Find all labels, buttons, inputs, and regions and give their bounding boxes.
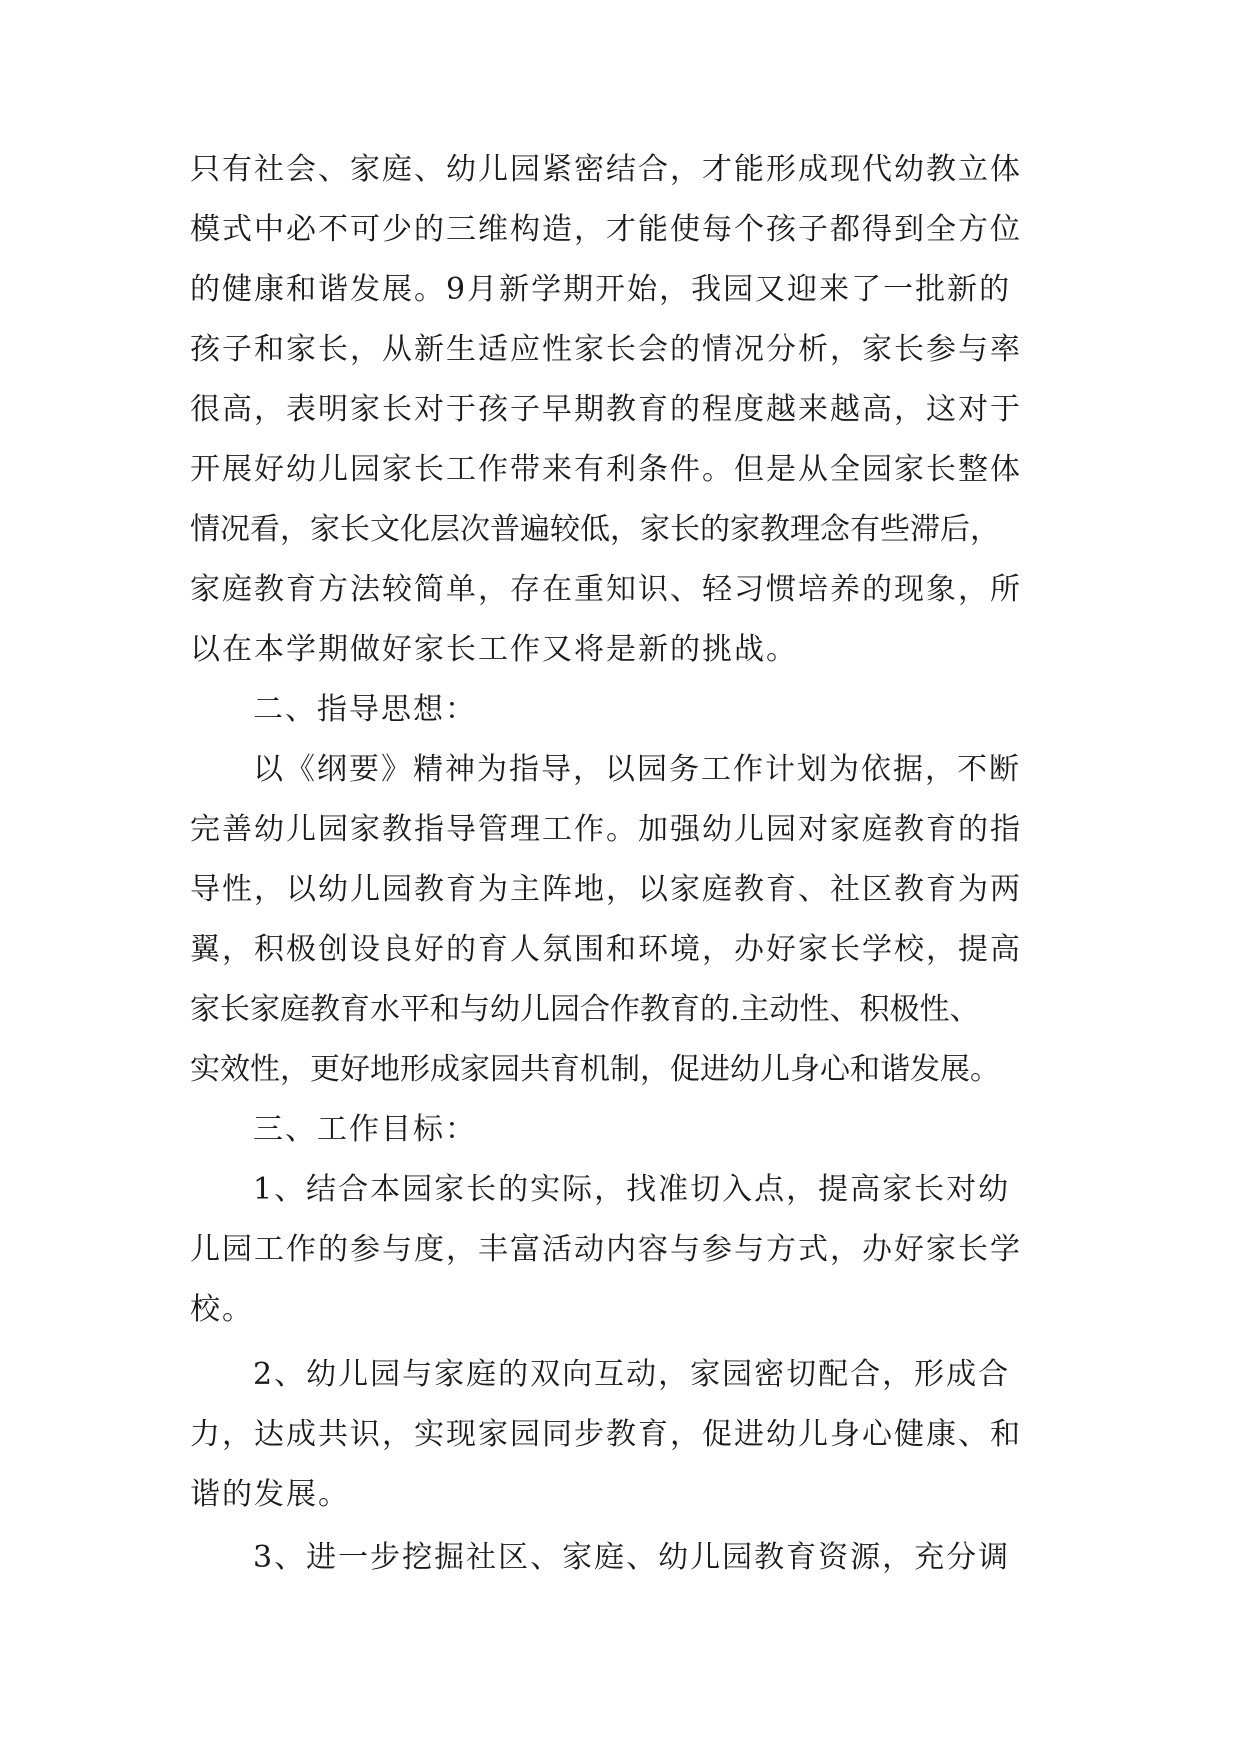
- paragraph-line: 校。: [190, 1292, 254, 1327]
- paragraph-line: 儿园工作的参与度，丰富活动内容与参与方式，办好家长学: [190, 1232, 1022, 1267]
- paragraph-line: 实效性，更好地形成家园共育机制，促进幼儿身心和谐发展。: [190, 1052, 1000, 1087]
- paragraph-line: 谐的发展。: [190, 1477, 350, 1512]
- paragraph-line: 以《纲要》精神为指导，以园务工作计划为依据，不断: [253, 752, 1021, 787]
- paragraph-line: 情况看，家长文化层次普遍较低，家长的家教理念有些滞后，: [190, 512, 1000, 547]
- paragraph-line: 的健康和谐发展。9月新学期开始，我园又迎来了一批新的: [190, 272, 1012, 307]
- section-heading: 二、指导思想：: [253, 692, 477, 727]
- section-heading: 三、工作目标：: [253, 1112, 477, 1147]
- paragraph-line: 开展好幼儿园家长工作带来有利条件。但是从全园家长整体: [190, 452, 1022, 487]
- paragraph-line: 家长家庭教育水平和与幼儿园合作教育的.主动性、积极性、: [190, 992, 980, 1027]
- paragraph-line: 只有社会、家庭、幼儿园紧密结合，才能形成现代幼教立体: [190, 152, 1022, 187]
- paragraph-line: 3、进一步挖掘社区、家庭、幼儿园教育资源，充分调: [253, 1540, 1011, 1575]
- paragraph-line: 以在本学期做好家长工作又将是新的挑战。: [190, 632, 798, 667]
- paragraph-line: 1、结合本园家长的实际，找准切入点，提高家长对幼: [253, 1172, 1011, 1207]
- paragraph-line: 完善幼儿园家教指导管理工作。加强幼儿园对家庭教育的指: [190, 812, 1022, 847]
- paragraph-line: 孩子和家长，从新生适应性家长会的情况分析，家长参与率: [190, 332, 1022, 367]
- paragraph-line: 模式中必不可少的三维构造，才能使每个孩子都得到全方位: [190, 212, 1022, 247]
- paragraph-line: 翼，积极创设良好的育人氛围和环境，办好家长学校，提高: [190, 932, 1022, 967]
- paragraph-line: 导性，以幼儿园教育为主阵地，以家庭教育、社区教育为两: [190, 872, 1022, 907]
- paragraph-line: 力，达成共识，实现家园同步教育，促进幼儿身心健康、和: [190, 1417, 1022, 1452]
- paragraph-line: 家庭教育方法较简单，存在重知识、轻习惯培养的现象，所: [190, 572, 1022, 607]
- paragraph-line: 很高，表明家长对于孩子早期教育的程度越来越高，这对于: [190, 392, 1022, 427]
- paragraph-line: 2、幼儿园与家庭的双向互动，家园密切配合，形成合: [253, 1357, 1011, 1392]
